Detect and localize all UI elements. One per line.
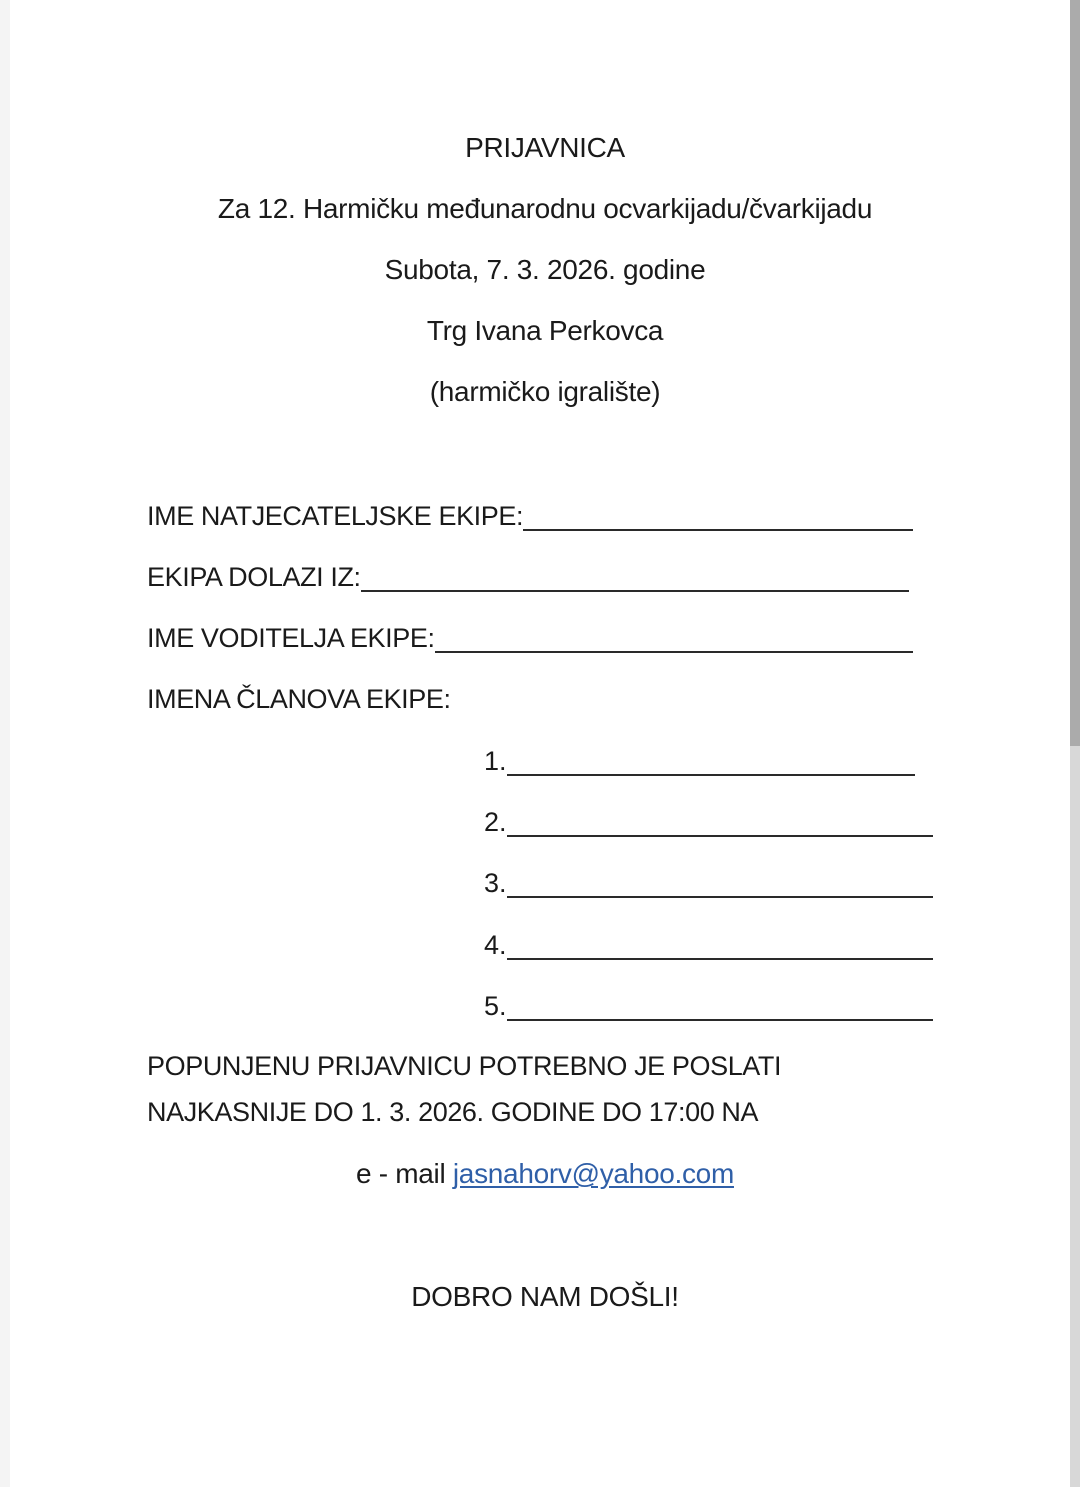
team-name-blank[interactable] bbox=[523, 501, 913, 531]
member-blank[interactable] bbox=[507, 807, 933, 837]
member-row bbox=[484, 989, 933, 1023]
scrollbar-thumb[interactable] bbox=[1070, 0, 1080, 746]
instruction-text: POPUNJENU PRIJAVNICU POTREBNO JE POSLATI bbox=[147, 1051, 782, 1081]
instruction-text: NAJKASNIJE DO 1. 3. 2026. GODINE DO 17:00 NA bbox=[147, 1097, 759, 1127]
member-row bbox=[484, 866, 933, 900]
left-gutter bbox=[0, 0, 10, 1487]
scrollbar-track[interactable] bbox=[1070, 0, 1080, 1487]
members-heading bbox=[147, 682, 451, 716]
team-leader-blank[interactable] bbox=[435, 623, 913, 653]
document-title: PRIJAVNICA bbox=[465, 132, 625, 163]
event-location-note: (harmičko igralište) bbox=[429, 376, 661, 407]
field-team-origin bbox=[147, 560, 909, 594]
member-number: 3. bbox=[484, 868, 507, 898]
event-location: Trg Ivana Perkovca bbox=[426, 315, 664, 346]
member-row bbox=[484, 744, 915, 778]
field-team-leader bbox=[147, 621, 913, 655]
member-row bbox=[484, 928, 933, 962]
email-link[interactable]: jasnahorv@yahoo.com bbox=[452, 1158, 734, 1189]
field-label: IME NATJECATELJSKE EKIPE: bbox=[147, 501, 524, 531]
field-label: IME VODITELJA EKIPE: bbox=[147, 623, 435, 653]
field-label: EKIPA DOLAZI IZ: bbox=[147, 562, 361, 592]
member-number: 5. bbox=[484, 991, 507, 1021]
member-row bbox=[484, 805, 933, 839]
document-page bbox=[10, 0, 1070, 1487]
instruction-line-1 bbox=[147, 1049, 781, 1083]
field-team-name bbox=[147, 499, 913, 533]
email-line bbox=[10, 1157, 1080, 1191]
email-prefix: e - mail bbox=[356, 1158, 453, 1189]
member-number: 2. bbox=[484, 807, 507, 837]
member-number: 4. bbox=[484, 930, 507, 960]
team-origin-blank[interactable] bbox=[361, 562, 909, 592]
instruction-line-2 bbox=[147, 1095, 758, 1129]
closing-greeting: DOBRO NAM DOŠLI! bbox=[411, 1281, 679, 1312]
member-number: 1. bbox=[484, 746, 507, 776]
member-blank[interactable] bbox=[507, 746, 915, 776]
member-blank[interactable] bbox=[507, 991, 933, 1021]
members-label: IMENA ČLANOVA EKIPE: bbox=[147, 684, 451, 714]
event-name: Za 12. Harmičku međunarodnu ocvarkijadu/čvarkijadu bbox=[217, 193, 873, 224]
member-blank[interactable] bbox=[507, 930, 933, 960]
event-date: Subota, 7. 3. 2026. godine bbox=[384, 254, 706, 285]
member-blank[interactable] bbox=[507, 868, 933, 898]
